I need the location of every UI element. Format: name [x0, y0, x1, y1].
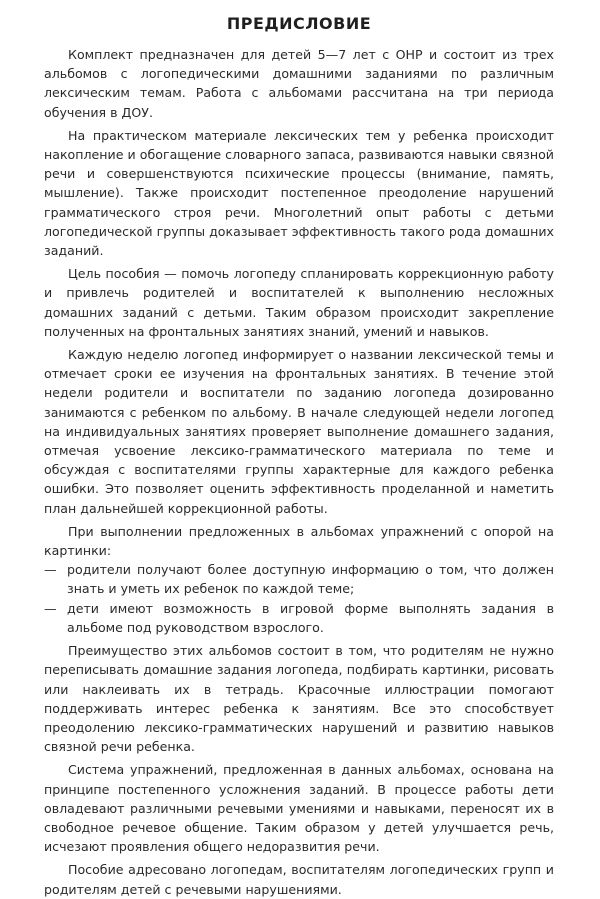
- paragraph-vocabulary: На практическом материале лексических тем у ребенка происходит накопление и обогащение словарного запаса, развиваются навыки связной речи и совершенствуются психические процессы (внимание, память, мышление). Также происходит постепенное преодоление нарушений грамматического строя речи. Многолетний опыт работы с детьми логопедической группы доказывает эффективность такого рода домашних заданий.: [44, 127, 554, 259]
- list-item-text: дети имеют возможность в игровой форме выполнять задания в альбоме под руководством взрослого.: [67, 600, 554, 635]
- paragraph-intro: Комплект предназначен для детей 5—7 лет с ОНР и состоит из трех альбомов с логопедическими домашними заданиями по различным лексическим темам. Работа с альбомами рассчитана на три периода обучения в ДОУ.: [44, 47, 554, 120]
- list-item: [44, 560, 554, 598]
- list-item-text: родители получают более доступную информацию о том, что должен знать и уметь их ребенок по каждой теме;: [67, 562, 554, 597]
- paragraph-weekly-work: Каждую неделю логопед информирует о названии лексической темы и отмечает сроки ее изучения на фронтальных занятиях. В течение этой недели родители и воспитатели по заданию логопеда дозированно занимаются с ребенком по альбому. В начале следующей недели логопед на индивидуальных занятиях проверяет выполнение домашнего задания, отмечая усвоение лексико-грамматического материала по теме и обсуждая с воспитателями группы характерные для каждого ребенка ошибки. Это позволяет оценить эффективность проделанной и наметить план дальнейшей коррекционной работы.: [44, 347, 554, 516]
- page-title: ПРЕДИСЛОВИЕ: [226, 14, 372, 33]
- paragraph-audience: Пособие адресовано логопедам, воспитателям логопедических групп и родителям детей с речевыми нарушениями.: [44, 862, 554, 897]
- list-item: [44, 599, 554, 637]
- paragraph-exercises-intro: При выполнении предложенных в альбомах упражнений с опорой на картинки:: [44, 523, 554, 559]
- list-dash: —: [44, 562, 57, 578]
- paragraph-goal: Цель пособия — помочь логопеду спланировать коррекционную работу и привлечь родителей и воспитателей к выполнению несложных домашних заданий с детьми. Таким образом происходит закрепление полученных на фронтальных занятиях знаний, умений и навыков.: [44, 266, 554, 339]
- paragraph-system: Система упражнений, предложенная в данных альбомах, основана на принципе постепенного усложнения заданий. В процессе работы дети овладевают различными речевыми умениями и навыками, переносят их в свободное речевое общение. Таким образом у детей улучшается речь, исчезают проявления общего недоразвития речи.: [44, 762, 554, 855]
- list-dash: —: [44, 600, 57, 616]
- paragraph-advantage: Преимущество этих альбомов состоит в том, что родителям не нужно переписывать домашние задания логопеда, подбирать картинки, рисовать или наклеивать их в тетрадь. Красочные иллюстрации помогают поддерживать интерес ребенка к занятиям. Все это способствует преодолению лексико-грамматических нарушений и развитию навыков связной речи ребенка.: [44, 643, 554, 755]
- benefits-list: [44, 560, 554, 637]
